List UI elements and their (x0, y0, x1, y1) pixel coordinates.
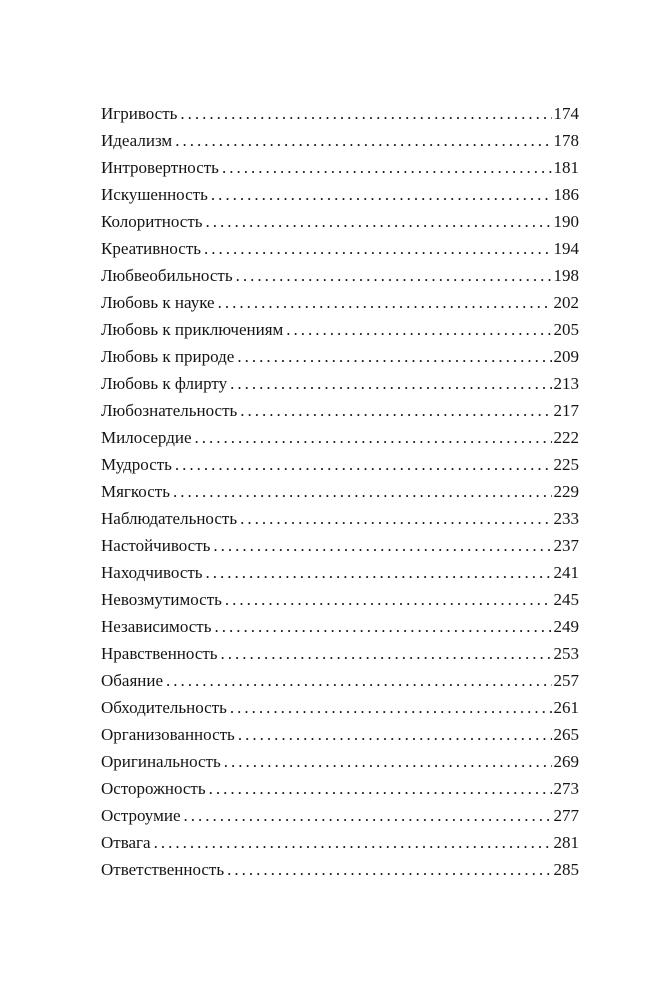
dot-leader (154, 829, 552, 856)
toc-entry-page: 237 (553, 536, 579, 555)
toc-entry-page: 174 (553, 104, 579, 123)
toc-entry-page: 217 (553, 401, 579, 420)
toc-entry-page: 205 (553, 320, 579, 339)
dot-leader (240, 505, 551, 532)
toc-entry[interactable] (101, 343, 579, 370)
dot-leader (230, 370, 551, 397)
dot-leader (180, 100, 551, 127)
toc-entry[interactable] (101, 478, 579, 505)
toc-entry-title: Обаяние (101, 671, 164, 690)
toc-entry-page: 233 (553, 509, 579, 528)
toc-entry-title: Любовь к флирту (101, 374, 228, 393)
dot-leader (238, 721, 552, 748)
toc-entry-title: Милосердие (101, 428, 192, 447)
toc-entry-title: Любовь к науке (101, 293, 215, 312)
toc-entry-page: 222 (553, 428, 579, 447)
toc-entry[interactable] (101, 640, 579, 667)
toc-entry-page: 269 (553, 752, 579, 771)
toc-entry-title: Остроумие (101, 806, 181, 825)
toc-entry-title: Любознательность (101, 401, 238, 420)
toc-entry-page: 213 (553, 374, 579, 393)
dot-leader (175, 451, 552, 478)
toc-entry-title: Осторожность (101, 779, 206, 798)
toc-entry-title: Колоритность (101, 212, 203, 231)
toc-entry-page: 202 (553, 293, 579, 312)
toc-entry-page: 245 (553, 590, 579, 609)
dot-leader (218, 289, 552, 316)
toc-entry[interactable] (101, 235, 579, 262)
toc-entry-title: Интровертность (101, 158, 219, 177)
toc-entry-title: Любовь к приключениям (101, 320, 284, 339)
dot-leader (195, 424, 552, 451)
dot-leader (173, 478, 552, 505)
toc-entry-page: 257 (553, 671, 579, 690)
toc-entry[interactable] (101, 181, 579, 208)
toc-entry-title: Независимость (101, 617, 212, 636)
dot-leader (209, 775, 552, 802)
dot-leader (206, 208, 552, 235)
dot-leader (206, 559, 552, 586)
toc-entry-page: 186 (553, 185, 579, 204)
toc-entry[interactable] (101, 505, 579, 532)
dot-leader (213, 532, 551, 559)
toc-entry[interactable] (101, 100, 579, 127)
toc-entry-title: Находчивость (101, 563, 203, 582)
dot-leader (225, 586, 552, 613)
dot-leader (227, 856, 551, 883)
toc-entry-page: 209 (553, 347, 579, 366)
dot-leader (166, 667, 551, 694)
dot-leader (175, 127, 551, 154)
toc-entry-title: Наблюдательность (101, 509, 238, 528)
toc-entry-title: Креативность (101, 239, 201, 258)
toc-entry-page: 253 (553, 644, 579, 663)
table-of-contents (101, 100, 579, 883)
toc-entry[interactable] (101, 154, 579, 181)
toc-entry-title: Любовь к природе (101, 347, 235, 366)
toc-entry-title: Нравственность (101, 644, 218, 663)
dot-leader (236, 262, 552, 289)
toc-entry[interactable] (101, 532, 579, 559)
toc-entry[interactable] (101, 748, 579, 775)
dot-leader (240, 397, 551, 424)
toc-entry[interactable] (101, 856, 579, 883)
toc-entry-page: 261 (553, 698, 579, 717)
toc-entry-page: 249 (553, 617, 579, 636)
toc-entry-page: 241 (553, 563, 579, 582)
dot-leader (222, 154, 552, 181)
toc-entry-title: Оригинальность (101, 752, 221, 771)
dot-leader (211, 181, 552, 208)
toc-entry-page: 265 (553, 725, 579, 744)
toc-entry-title: Обходительность (101, 698, 227, 717)
toc-entry-title: Игривость (101, 104, 178, 123)
toc-entry[interactable] (101, 802, 579, 829)
toc-entry[interactable] (101, 289, 579, 316)
dot-leader (204, 235, 552, 262)
dot-leader (214, 613, 551, 640)
dot-leader (286, 316, 551, 343)
toc-entry-title: Ответственность (101, 860, 225, 879)
toc-entry-page: 181 (553, 158, 579, 177)
toc-entry-title: Искушенность (101, 185, 208, 204)
toc-entry-page: 229 (553, 482, 579, 501)
toc-entry[interactable] (101, 721, 579, 748)
toc-entry[interactable] (101, 127, 579, 154)
toc-entry[interactable] (101, 316, 579, 343)
toc-entry-title: Мягкость (101, 482, 170, 501)
dot-leader (184, 802, 552, 829)
toc-entry-page: 273 (553, 779, 579, 798)
toc-entry[interactable] (101, 424, 579, 451)
toc-entry-title: Отвага (101, 833, 151, 852)
toc-entry[interactable] (101, 586, 579, 613)
toc-entry[interactable] (101, 559, 579, 586)
toc-entry[interactable] (101, 613, 579, 640)
toc-entry-title: Любвеобильность (101, 266, 233, 285)
toc-entry[interactable] (101, 775, 579, 802)
toc-entry-page: 190 (553, 212, 579, 231)
toc-entry-page: 194 (553, 239, 579, 258)
toc-entry[interactable] (101, 208, 579, 235)
toc-entry[interactable] (101, 694, 579, 721)
toc-entry[interactable] (101, 370, 579, 397)
toc-entry-title: Идеализм (101, 131, 173, 150)
toc-entry-title: Организованность (101, 725, 235, 744)
toc-entry-title: Невозмутимость (101, 590, 222, 609)
dot-leader (230, 694, 552, 721)
toc-entry-page: 281 (553, 833, 579, 852)
toc-entry[interactable] (101, 829, 579, 856)
toc-entry-page: 277 (553, 806, 579, 825)
toc-entry[interactable] (101, 397, 579, 424)
toc-entry[interactable] (101, 667, 579, 694)
toc-entry-title: Мудрость (101, 455, 172, 474)
toc-entry-page: 225 (553, 455, 579, 474)
toc-entry-title: Настойчивость (101, 536, 211, 555)
toc-entry[interactable] (101, 451, 579, 478)
dot-leader (237, 343, 551, 370)
toc-entry-page: 198 (553, 266, 579, 285)
toc-entry-page: 178 (553, 131, 579, 150)
dot-leader (221, 640, 552, 667)
toc-entry-page: 285 (553, 860, 579, 879)
dot-leader (224, 748, 552, 775)
toc-entry[interactable] (101, 262, 579, 289)
